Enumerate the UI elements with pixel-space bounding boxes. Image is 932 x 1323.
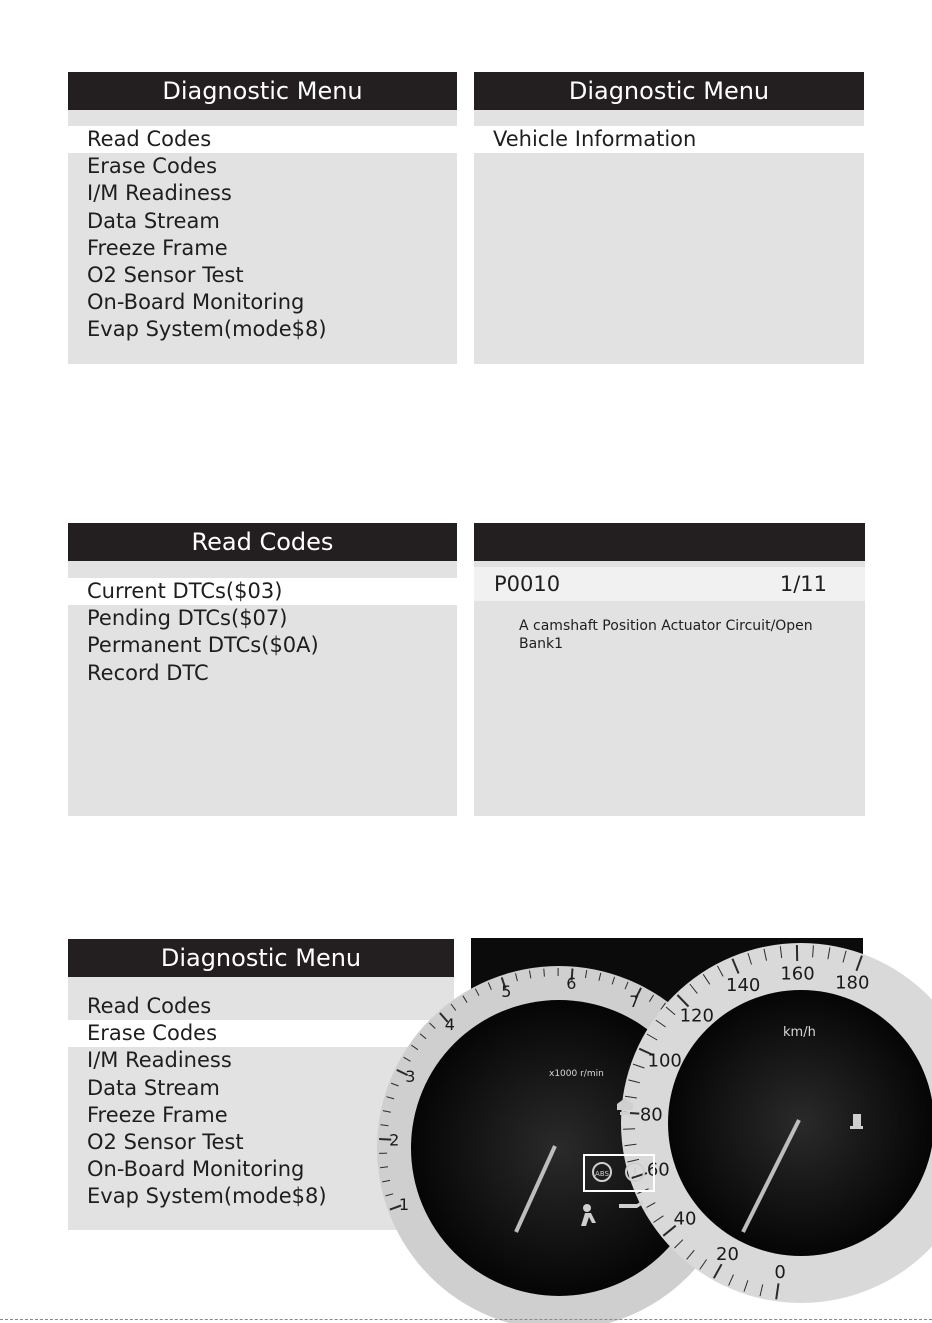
menu-item-data-stream[interactable]: Data Stream	[87, 208, 220, 233]
menu-item-permanent-dtcs[interactable]: Permanent DTCs($0A)	[87, 633, 319, 658]
gauge-label: 5	[501, 982, 512, 1002]
menu-item-data-stream[interactable]: Data Stream	[87, 1075, 220, 1100]
screen-header	[474, 523, 865, 561]
menu-item-record-dtc[interactable]: Record DTC	[87, 660, 209, 685]
screen-header: Diagnostic Menu	[68, 72, 457, 110]
dtc-page-counter: 1/11	[779, 572, 827, 596]
gauge-label: 40	[673, 1208, 697, 1230]
dashboard-photo	[389, 938, 870, 1283]
menu-item-im-readiness[interactable]: I/M Readiness	[87, 1048, 232, 1073]
menu-item-o2-sensor-test[interactable]: O2 Sensor Test	[87, 1129, 244, 1154]
gauge-label: 100	[647, 1050, 682, 1072]
dtc-code: P0010	[494, 572, 561, 596]
gauge-label: 2	[389, 1130, 400, 1150]
diagnostic-menu-screen	[68, 72, 457, 364]
menu-item-on-board-monitoring[interactable]: On-Board Monitoring	[87, 1157, 305, 1182]
menu-item-freeze-frame[interactable]: Freeze Frame	[87, 235, 228, 260]
gauge-label: 7	[629, 991, 640, 1011]
gauge-label: 180	[835, 972, 870, 994]
menu-list	[68, 578, 457, 687]
instrument-cluster	[389, 938, 870, 1283]
gauge-label: 6	[566, 974, 577, 994]
gauge-tick	[544, 969, 545, 977]
menu-list	[474, 126, 864, 153]
menu-item-erase-codes[interactable]: Erase Codes	[68, 1020, 454, 1047]
dtc-description-line: Bank1	[519, 636, 564, 652]
gauge-label: 4	[444, 1014, 455, 1034]
gauge-label: 3	[405, 1067, 416, 1086]
gauge-label: 0	[774, 1261, 786, 1283]
menu-item-read-codes[interactable]: Read Codes	[68, 126, 457, 153]
svg-text:ABS: ABS	[595, 1170, 609, 1178]
screen-header: Diagnostic Menu	[474, 72, 864, 110]
speedometer-unit: km/h	[783, 1025, 816, 1040]
screen-header: Read Codes	[68, 523, 457, 561]
gauge-label: 140	[726, 974, 761, 996]
svg-text:!: !	[632, 1166, 638, 1179]
menu-item-read-codes[interactable]: Read Codes	[87, 994, 212, 1018]
gauge-label: 60	[646, 1159, 670, 1181]
screen-header: Diagnostic Menu	[68, 939, 454, 977]
menu-item-im-readiness[interactable]: I/M Readiness	[87, 181, 232, 206]
menu-item-current-dtcs[interactable]: Current DTCs($03)	[68, 578, 457, 605]
menu-item-pending-dtcs[interactable]: Pending DTCs($07)	[87, 606, 288, 631]
dtc-row[interactable]	[474, 567, 865, 601]
menu-item-evap-system[interactable]: Evap System(mode$8)	[87, 1184, 327, 1209]
tachometer-unit: x1000 r/min	[549, 1069, 604, 1079]
menu-list	[68, 126, 457, 344]
menu-item-evap-system[interactable]: Evap System(mode$8)	[87, 317, 327, 342]
gauge-label: 160	[780, 963, 815, 985]
read-codes-screen	[68, 523, 457, 816]
diagnostic-menu-screen-page2	[474, 72, 864, 364]
menu-item-freeze-frame[interactable]: Freeze Frame	[87, 1102, 228, 1127]
gauge-label: 20	[716, 1244, 739, 1266]
menu-item-o2-sensor-test[interactable]: O2 Sensor Test	[87, 262, 244, 287]
gauge-label: 1	[398, 1195, 410, 1214]
page-footer-rule	[0, 1319, 932, 1320]
menu-item-erase-codes[interactable]: Erase Codes	[87, 154, 218, 179]
gauge-label: 80	[639, 1104, 663, 1126]
dtc-description	[519, 617, 845, 653]
menu-item-on-board-monitoring[interactable]: On-Board Monitoring	[87, 290, 305, 315]
menu-item-vehicle-information[interactable]: Vehicle Information	[474, 126, 864, 153]
dtc-detail-screen	[474, 523, 865, 816]
dtc-description-line: A camshaft Position Actuator Circuit/Open	[519, 618, 813, 634]
gauge-label: 120	[679, 1005, 714, 1027]
